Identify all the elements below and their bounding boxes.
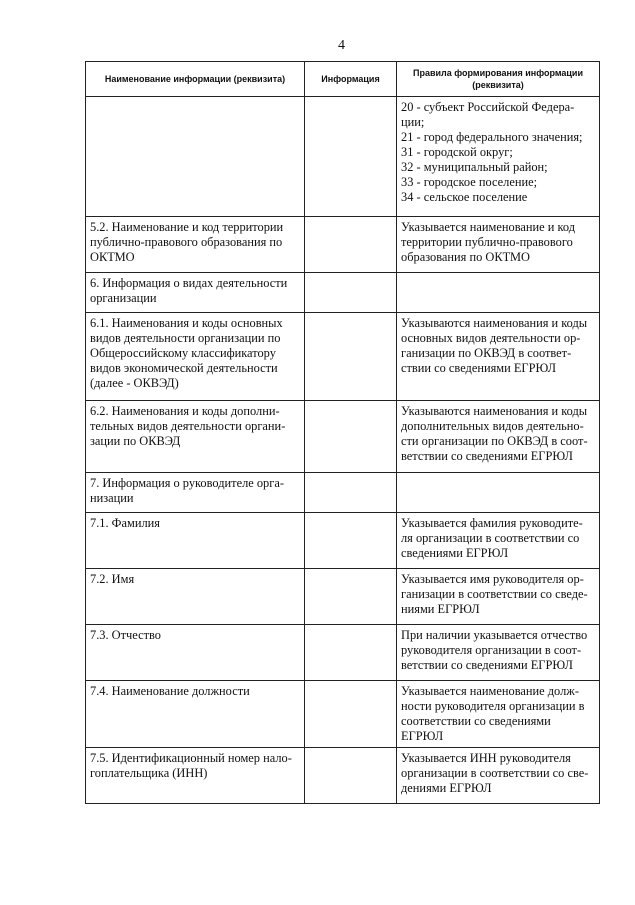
requisite-name-line: 7. Информация о руководителе орга- <box>90 476 284 490</box>
cell-information <box>305 97 397 217</box>
requisite-name-line: 7.4. Наименование должности <box>90 684 250 698</box>
formation-rule-line: образования по ОКТМО <box>401 250 530 264</box>
cell-requisite-name <box>86 569 305 625</box>
formation-rule-line: Указывается наименование и код <box>401 220 576 234</box>
requisite-name-line: видов деятельности организации по <box>90 331 281 345</box>
cell-information <box>305 401 397 473</box>
cell-formation-rules <box>397 217 600 273</box>
requisite-name-line: 6. Информация о видах деятельности <box>90 276 288 290</box>
requisite-name-line: 7.1. Фамилия <box>90 516 160 530</box>
requisite-name-line: гоплательщика (ИНН) <box>90 766 208 780</box>
formation-rule-line: ности руководителя организации в <box>401 699 585 713</box>
requisite-name-line: низации <box>90 491 134 505</box>
table-row <box>86 473 600 513</box>
table-row <box>86 513 600 569</box>
requisite-name-line: зации по ОКВЭД <box>90 434 181 448</box>
table-row <box>86 625 600 681</box>
table-header-row <box>86 62 600 97</box>
formation-rule-line: ганизации по ОКВЭД в соответ- <box>401 346 572 360</box>
table-row <box>86 681 600 748</box>
cell-formation-rules <box>397 513 600 569</box>
formation-rule-line: соответствии со сведениями <box>401 714 551 728</box>
header-name-column: Наименование информации (реквизита) <box>86 62 305 97</box>
formation-rule-line: 32 - муниципальный район; <box>401 160 548 174</box>
formation-rule-line: основных видов деятельности ор- <box>401 331 581 345</box>
formation-rule-line: Указывается фамилия руководите- <box>401 516 583 530</box>
cell-information <box>305 625 397 681</box>
cell-formation-rules <box>397 681 600 748</box>
requisite-name-line: 7.5. Идентификационный номер нало- <box>90 751 292 765</box>
formation-rule-line: 21 - город федерального значения; <box>401 130 583 144</box>
cell-requisite-name <box>86 217 305 273</box>
cell-information <box>305 569 397 625</box>
cell-requisite-name <box>86 313 305 401</box>
formation-rule-line: сти организации по ОКВЭД в соот- <box>401 434 588 448</box>
table-body <box>86 97 600 804</box>
cell-formation-rules <box>397 473 600 513</box>
requisite-name-line: 7.2. Имя <box>90 572 135 586</box>
formation-rule-line: сведениями ЕГРЮЛ <box>401 546 509 560</box>
cell-formation-rules <box>397 569 600 625</box>
requisite-name-line: ОКТМО <box>90 250 135 264</box>
cell-information <box>305 313 397 401</box>
cell-information <box>305 681 397 748</box>
table-row <box>86 569 600 625</box>
formation-rule-line: ля организации в соответствии со <box>401 531 580 545</box>
requisite-name-line: тельных видов деятельности органи- <box>90 419 286 433</box>
header-rules-line: Правила формирования информации <box>413 68 583 78</box>
formation-rule-line: ЕГРЮЛ <box>401 729 444 743</box>
requisite-name-line: видов экономической деятельности <box>90 361 278 375</box>
cell-information <box>305 273 397 313</box>
requisites-table <box>85 61 600 804</box>
requisite-name-line: организации <box>90 291 157 305</box>
table-row <box>86 313 600 401</box>
cell-formation-rules <box>397 401 600 473</box>
requisite-name-line: 6.1. Наименования и коды основных <box>90 316 283 330</box>
table-row <box>86 748 600 804</box>
cell-information <box>305 217 397 273</box>
formation-rule-line: ветствии со сведениями ЕГРЮЛ <box>401 449 573 463</box>
cell-formation-rules <box>397 313 600 401</box>
table-row <box>86 97 600 217</box>
formation-rule-line: Указывается наименование долж- <box>401 684 579 698</box>
cell-formation-rules <box>397 97 600 217</box>
cell-requisite-name <box>86 681 305 748</box>
cell-requisite-name <box>86 401 305 473</box>
header-info-column: Информация <box>305 62 397 97</box>
formation-rule-line: организации в соответствии со све- <box>401 766 589 780</box>
cell-requisite-name <box>86 748 305 804</box>
formation-rule-line: дополнительных видов деятельно- <box>401 419 584 433</box>
formation-rule-line: территории публично-правового <box>401 235 573 249</box>
table-row <box>86 401 600 473</box>
formation-rule-line: Указывается имя руководителя ор- <box>401 572 584 586</box>
formation-rule-line: дениями ЕГРЮЛ <box>401 781 492 795</box>
cell-formation-rules <box>397 748 600 804</box>
cell-requisite-name <box>86 273 305 313</box>
formation-rule-line: Указываются наименования и коды <box>401 316 588 330</box>
cell-requisite-name <box>86 625 305 681</box>
requisite-name-line: 5.2. Наименование и код территории <box>90 220 284 234</box>
table-row <box>86 217 600 273</box>
cell-requisite-name <box>86 473 305 513</box>
formation-rule-line: ветствии со сведениями ЕГРЮЛ <box>401 658 573 672</box>
formation-rule-line: При наличии указывается отчество <box>401 628 588 642</box>
formation-rule-line: 20 - субъект Российской Федера- <box>401 100 575 114</box>
formation-rule-line: ции; <box>401 115 425 129</box>
formation-rule-line: 34 - сельское поселение <box>401 190 528 204</box>
page-number: 4 <box>338 38 345 53</box>
formation-rule-line: Указываются наименования и коды <box>401 404 588 418</box>
table-row <box>86 273 600 313</box>
formation-rule-line: 33 - городское поселение; <box>401 175 538 189</box>
formation-rule-line: ниями ЕГРЮЛ <box>401 602 480 616</box>
cell-requisite-name <box>86 97 305 217</box>
formation-rule-line: 31 - городской округ; <box>401 145 513 159</box>
requisite-name-line: 7.3. Отчество <box>90 628 161 642</box>
cell-information <box>305 513 397 569</box>
formation-rule-line: руководителя организации в соот- <box>401 643 582 657</box>
requisite-name-line: публично-правового образования по <box>90 235 283 249</box>
cell-formation-rules <box>397 625 600 681</box>
requisite-name-line: (далее - ОКВЭД) <box>90 376 179 390</box>
cell-formation-rules <box>397 273 600 313</box>
header-rules-column <box>397 62 600 97</box>
requisite-name-line: Общероссийскому классификатору <box>90 346 276 360</box>
formation-rule-line: ствии со сведениями ЕГРЮЛ <box>401 361 557 375</box>
header-rules-line: (реквизита) <box>472 80 524 90</box>
requisite-name-line: 6.2. Наименования и коды дополни- <box>90 404 280 418</box>
formation-rule-line: ганизации в соответствии со сведе- <box>401 587 588 601</box>
cell-information <box>305 473 397 513</box>
cell-requisite-name <box>86 513 305 569</box>
formation-rule-line: Указывается ИНН руководителя <box>401 751 571 765</box>
cell-information <box>305 748 397 804</box>
